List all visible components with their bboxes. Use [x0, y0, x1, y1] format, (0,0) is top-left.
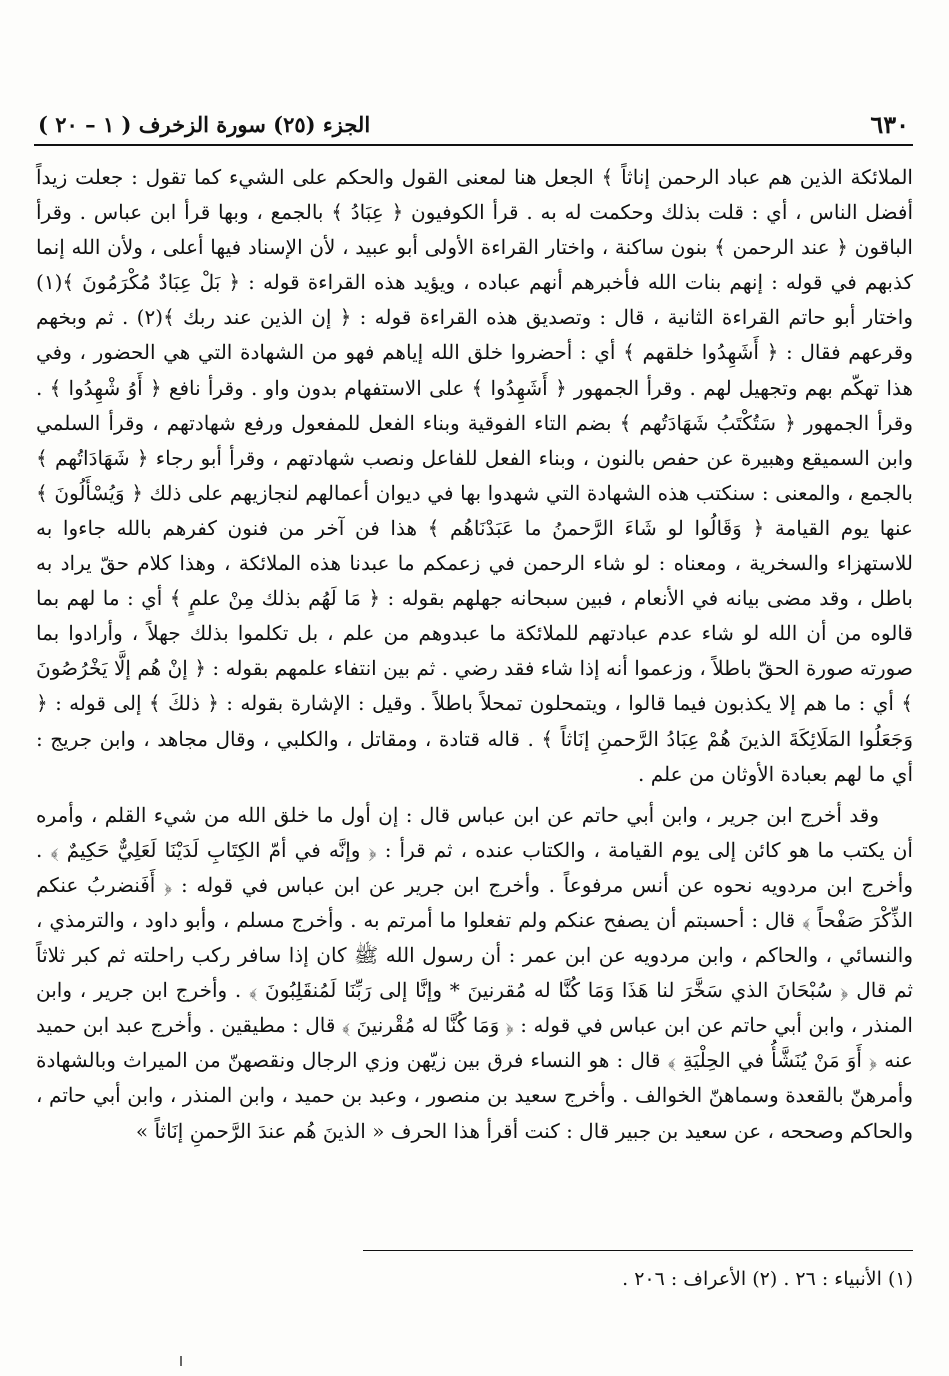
page-number: ٦٣٠: [870, 110, 909, 139]
footnote-separator: [363, 1250, 913, 1251]
page-header: [34, 104, 913, 146]
main-text: [36, 160, 913, 1149]
paragraph: الملائكة الذين هم عباد الرحمن إناثاً ﴾ الجعل هنا لمعنى القول والحكم على الشيء كما تقول : جعلت زيداً أفضل الناس ، أي : قلت بذلك وحكمت له به . قرأ الكوفيون ﴿ عِبَادُ ﴾ بالجمع ، وبها قرأ ابن عباس . وقرأ الباقون ﴿ عند الرحمن ﴾ بنون ساكنة ، واختار القراءة الأولى أبو عبيد ، لأن الإسناد فيها أعلى ، ولأن الله إنما كذبهم في قوله : إنهم بنات الله فأخبرهم أنهم عباده ، ويؤيد هذه القراءة قوله : ﴿ بَلْ عِبَادٌ مُكْرَمُونَ ﴾(١) واختار أبو حاتم القراءة الثانية ، قال : وتصديق هذه القراءة قوله : ﴿ إن الذين عند ربك ﴾(٢) . ثم وبخهم وقرعهم فقال : ﴿ أَشَهِدُوا خلقهم ﴾ أي : أحضروا خلق الله إياهم فهو من الشهادة التي هي الحضور ، وفي هذا تهكّم بهم وتجهيل لهم . وقرأ الجمهور ﴿ أَشَهِدُوا ﴾ على الاستفهام بدون واو . وقرأ نافع ﴿ أَوُ شْهِدُوا ﴾ . وقرأ الجمهور ﴿ سَتُكْتَبُ شَهَادَتُهم ﴾ بضم التاء الفوقية وبناء الفعل للمفعول ورفع شهادتهم ، وقرأ السلمي وابن السميقع وهبيرة عن حفص بالنون ، وبناء الفعل للفاعل ونصب شهادتهم ، وقرأ أبو رجاء ﴿ شَهَادَاتُهم ﴾ بالجمع ، والمعنى : سنكتب هذه الشهادة التي شهدوا بها في ديوان أعمالهم لنجازيهم على ذلك ﴿ وَيُسْأَلُونَ ﴾ عنها يوم القيامة ﴿ وَقَالُوا لو شَاءَ الرَّحمنُ ما عَبَدْنَاهُم ﴾ هذا فن آخر من فنون كفرهم بالله جاءوا به للاستهزاء والسخرية ، ومعناه : لو شاء الرحمن في زعمكم ما عبدنا هذه الملائكة ، وهذا كلام حقّ يراد به باطل ، وقد مضى بيانه في الأنعام ، فبين سبحانه جهلهم بقوله : ﴿ مَا لَهُم بذلك مِنْ علمٍ ﴾ أي : ما لهم بما قالوه من أن الله لو شاء عدم عبادتهم للملائكة ما عبدوهم من علم ، بل تكلموا بذلك جهلاً ، وأرادوا بما صورته صورة الحقّ باطلاً ، وزعموا أنه إذا شاء فقد رضي . ثم بين انتفاء علمهم بقوله : ﴿ إنْ هُم إلَّا يَخْرُصُونَ ﴾ أي : ما هم إلا يكذبون فيما قالوا ، ويتمحلون تمحلاً باطلاً . وقيل : الإشارة بقوله : ﴿ ذلكَ ﴾ إلى قوله : ﴿ وَجَعَلُوا المَلَائِكَةَ الذينَ هُمْ عِبَادُ الرَّحمنِ إنَاثاً ﴾ . قاله قتادة ، ومقاتل ، والكلبي ، وقال مجاهد ، وابن جريج : أي ما لهم بعبادة الأوثان من علم .: [36, 165, 914, 786]
paragraph: وقد أخرج ابن جرير ، وابن أبي حاتم عن ابن عباس قال : إن أول ما خلق الله من شيء القلم ، وأمره أن يكتب ما هو كائن إلى يوم القيامة ، والكتاب عنده ، ثم قرأ : ﴿ وإنَّه في أمّ الكِتَابِ لَدَيْنَا لَعَلِيٌّ حَكِيمٌ ﴾ . وأخرج ابن مردويه نحوه عن أنس مرفوعاً . وأخرج ابن جرير عن ابن عباس في قوله : ﴿ أَفَنضربُ عنكم الذِّكْرَ صَفْحاً ﴾ قال : أحسبتم أن يصفح عنكم ولم تفعلوا ما أمرتم به . وأخرج مسلم ، وأبو داود ، والترمذي ، والنسائي ، والحاكم ، وابن مردويه عن ابن عمر : أن رسول الله ﷺ كان إذا سافر ركب راحلته ثم كبر ثلاثاً ثم قال ﴿ سُبْحَانَ الذي سَخَّرَ لنا هَذَا وَمَا كُنَّا له مُقرنينَ * وإنَّا إلى رَبِّنَا لَمُنقَلِبُونَ ﴾ . وأخرج ابن جرير ، وابن المنذر ، وابن أبي حاتم عن ابن عباس في قوله : ﴿ وَمَا كُنَّا له مُقْرنينَ ﴾ قال : مطيقين . وأخرج عبد ابن حميد عنه ﴿ أَوَ مَنْ يُنَشَّأُ في الحِلْيَةِ ﴾ قال : هو النساء فرق بين زيّهن وزي الرجال ونقصهنّ من الميراث وبالشهادة وأمرهنّ بالقعدة وسماهنّ الخوالف . وأخرج سعيد بن منصور ، وعبد بن حميد ، وابن المنذر ، وابن أبي حاتم ، والحاكم وصححه ، عن سعيد بن جبير قال : كنت أقرأ هذا الحرف « الذينَ هُم عندَ الرَّحمنِ إنَاثاً »: [36, 802, 913, 1143]
footnotes: (١) الأنبياء : ٢٦ . (٢) الأعراف : ٢٠٦ .: [622, 1268, 913, 1290]
running-title: الجزء (٢٥) سورة الزخرف ( ١ – ٢٠ ): [38, 112, 371, 137]
scan-speck: [180, 1356, 182, 1366]
